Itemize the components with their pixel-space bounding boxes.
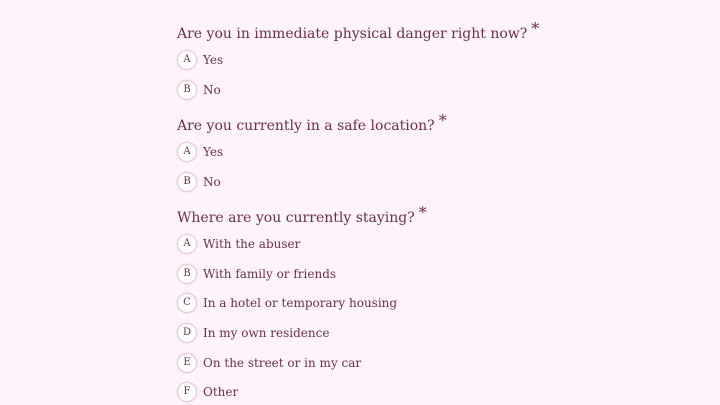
option-staying-hotel-temporary[interactable] (177, 293, 397, 313)
question-text: Are you in immediate physical danger right now? (177, 26, 528, 42)
option-label: In a hotel or temporary housing (203, 296, 398, 310)
option-label: No (203, 83, 221, 97)
option-label: Yes (203, 53, 224, 67)
option-key-badge: A (177, 50, 197, 70)
question-text: Are you currently in a safe location? (177, 118, 435, 134)
option-safe-no[interactable] (177, 172, 221, 192)
required-asterisk: * (531, 19, 540, 38)
required-asterisk: * (418, 203, 427, 222)
option-staying-other[interactable] (177, 382, 238, 402)
option-safe-yes[interactable] (177, 142, 223, 162)
option-label: With the abuser (203, 237, 301, 251)
option-label: No (203, 175, 221, 189)
question-staying-title (177, 203, 427, 227)
option-key-badge: B (177, 264, 197, 284)
option-label: In my own residence (203, 326, 330, 340)
option-key-badge: C (177, 293, 197, 313)
option-danger-yes[interactable] (177, 50, 223, 70)
option-staying-with-abuser[interactable] (177, 234, 300, 254)
option-staying-street-car[interactable] (177, 353, 361, 373)
option-label: With family or friends (203, 267, 337, 281)
option-staying-own-residence[interactable] (177, 323, 329, 343)
option-key-badge: A (177, 234, 197, 254)
option-key-badge: F (177, 382, 197, 402)
option-key-badge: D (177, 323, 197, 343)
option-label: Other (203, 385, 239, 399)
question-immediate-danger-title (177, 19, 540, 43)
option-label: On the street or in my car (203, 356, 362, 370)
question-safe-location-title (177, 111, 447, 135)
option-key-badge: A (177, 142, 197, 162)
option-label: Yes (203, 145, 224, 159)
required-asterisk: * (438, 111, 447, 130)
option-staying-family-friends[interactable] (177, 264, 336, 284)
option-key-badge: B (177, 80, 197, 100)
question-text: Where are you currently staying? (177, 210, 415, 226)
option-key-badge: E (177, 353, 197, 373)
option-danger-no[interactable] (177, 80, 221, 100)
option-key-badge: B (177, 172, 197, 192)
